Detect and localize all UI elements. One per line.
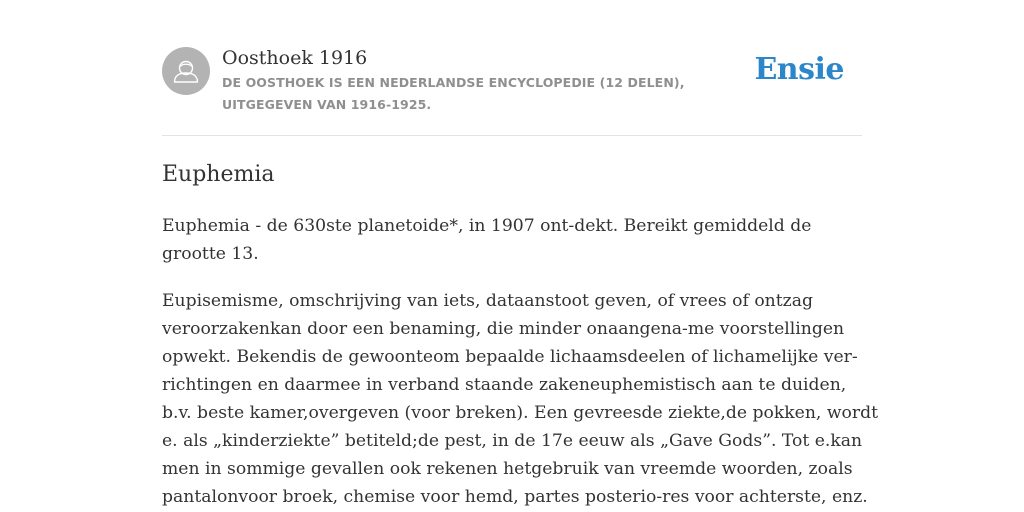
article [162,158,879,512]
article-paragraph [162,212,862,268]
paragraph-line: e. als „kinderziekte” betiteld;de pest, in de 17e eeuw als „Gave Gods”. Tot e.kan [162,431,863,451]
paragraph-line: grootte 13. [162,244,259,264]
article-body [162,212,879,511]
paragraph-line: richtingen en daarmee in verband staande zakeneuphemistisch aan te duiden, [162,375,847,395]
source-title[interactable]: Oosthoek 1916 [222,47,368,69]
source-description: DE OOSTHOEK IS EEN NEDERLANDSE ENCYCLOPEDIE (12 DELEN), UITGEGEVEN VAN 1916-1925. [222,75,685,112]
header-divider [162,135,862,136]
paragraph-line: Eupisemisme, omschrijving van iets, dataanstoot geven, of vrees of ontzag [162,291,813,311]
paragraph-line: men in sommige gevallen ook rekenen hetgebruik van vreemde woorden, zoals [162,459,853,479]
source-header [162,44,862,124]
ensie-logo[interactable]: Ensie [754,52,844,87]
avatar[interactable] [162,47,210,95]
paragraph-line: veroorzakenkan door een benaming, die minder onaangena-me voorstellingen [162,319,845,339]
paragraph-line: Euphemia - de 630ste planetoide*, in 1907 ont-dekt. Bereikt gemiddeld de [162,216,812,236]
paragraph-line: b.v. beste kamer,overgeven (voor breken). Een gevreesde ziekte,de pokken, wordt [162,403,879,423]
article-paragraph [162,287,879,511]
paragraph-line: pantalonvoor broek, chemise voor hemd, partes posterio-res voor achterste, enz. [162,487,868,507]
paragraph-line: opwekt. Bekendis de gewoonteom bepaalde lichaamsdeelen of lichamelijke ver- [162,347,858,367]
user-icon [162,47,210,95]
article-title: Euphemia [162,162,275,187]
